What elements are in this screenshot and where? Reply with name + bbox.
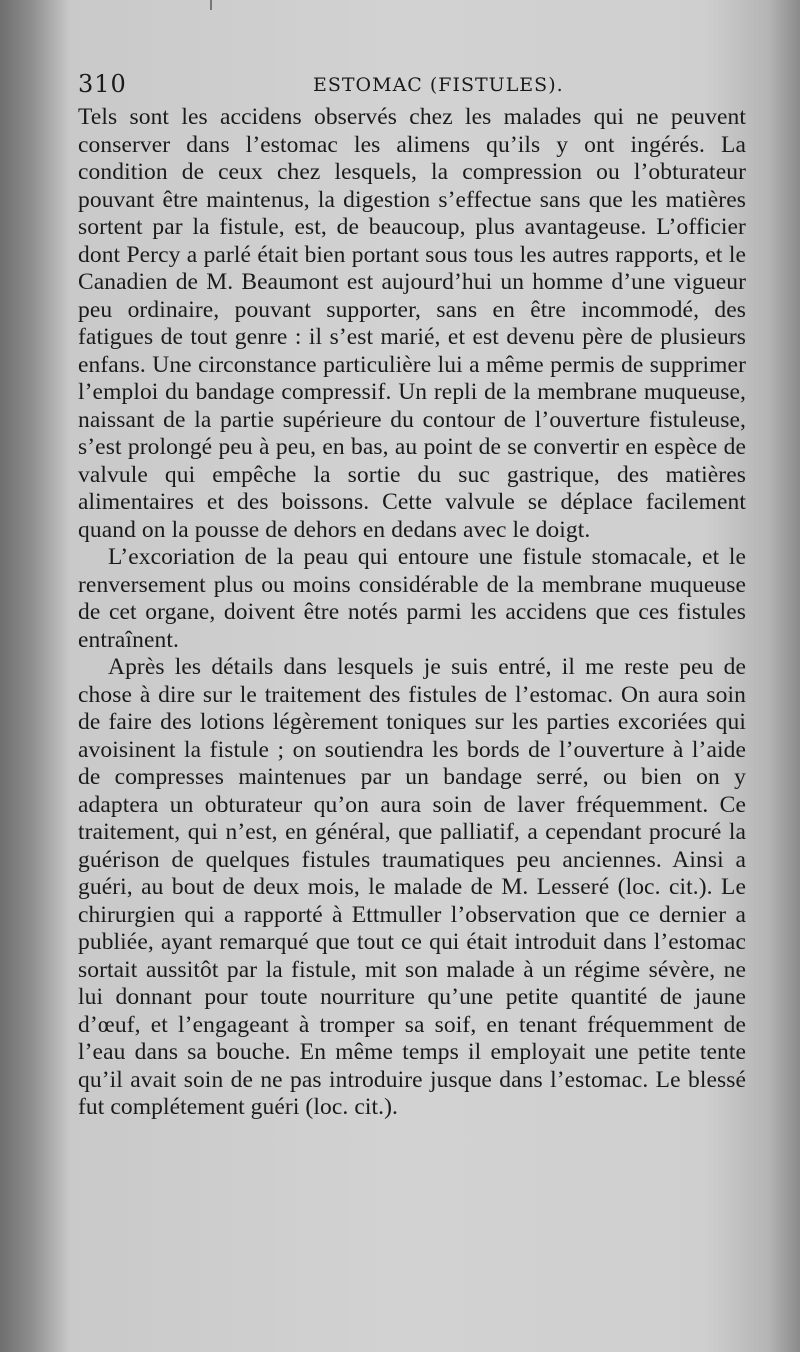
paragraph-1: Tels sont les accidens observés chez les malades qui ne peuvent conserver dans l’estomac les alimens qu’ils y ont ingérés. La condition de ceux chez lesquels, la compression ou l’obturateur pouvant être maintenus, la digestion s’effectue sans que les matières sortent par la fistule, est, de beaucoup, plus avantageuse. L’officier dont Percy a parlé était bien portant sous tous les autres rapports, et le Canadien de M. Beaumont est aujourd’hui un homme d’une vigueur peu ordinaire, pouvant supporter, sans en être incommodé, des fatigues de tout genre : il s’est marié, et est devenu père de plusieurs enfans. Une circonstance particulière lui a même permis de supprimer l’emploi du bandage compressif. Un repli de la membrane muqueuse, naissant de la partie supérieure du contour de l’ouverture fistuleuse, s’est prolongé peu à peu, en bas, au point de se convertir en espèce de valvule qui empêche la sortie du suc gastrique, des matières alimentaires et des boissons. Cette valvule se déplace facilement quand on la pousse de dehors en dedans avec le doigt. xyxy=(78,104,746,543)
running-title: ESTOMAC (FISTULES). xyxy=(313,74,564,96)
page-edge-mark xyxy=(210,0,212,10)
paragraph-3: Après les détails dans lesquels je suis entré, il me reste peu de chose à dire sur le traitement des fistules de l’estomac. On aura soin de faire des lotions légèrement toniques sur les parties excoriées qui avoisinent la fistule ; on soutiendra les bords de l’ouverture à l’aide de compresses maintenues par un bandage serré, ou bien on y adaptera un obturateur qu’on aura soin de laver fréquemment. Ce traitement, qui n’est, en général, que palliatif, a cependant procuré la guérison de quelques fistules traumatiques peu anciennes. Ainsi a guéri, au bout de deux mois, le malade de M. Lesseré (loc. cit.). Le chirurgien qui a rapporté à Ettmuller l’observation que ce dernier a publiée, ayant remarqué que tout ce qui était introduit dans l’estomac sortait aussitôt par la fistule, mit son malade à un régime sévère, ne lui donnant pour toute nourriture qu’une petite quantité de jaune d’œuf, et l’engageant à tromper sa soif, en tenant fréquemment de l’eau dans sa bouche. En même temps il employait une petite tente qu’il avait soin de ne pas introduire jusque dans l’estomac. Le blessé fut complétement guéri (loc. cit.). xyxy=(78,654,746,1120)
page-number: 310 xyxy=(78,70,127,98)
body-text xyxy=(78,104,746,1122)
book-page xyxy=(78,64,746,1122)
paragraph-2: L’excoriation de la peau qui entoure une fistule stomacale, et le renversement plus ou moins considérable de la membrane muqueuse de cet organe, doivent être notés parmi les accidens que ces fistules entraînent. xyxy=(78,544,746,653)
running-head xyxy=(78,64,746,104)
